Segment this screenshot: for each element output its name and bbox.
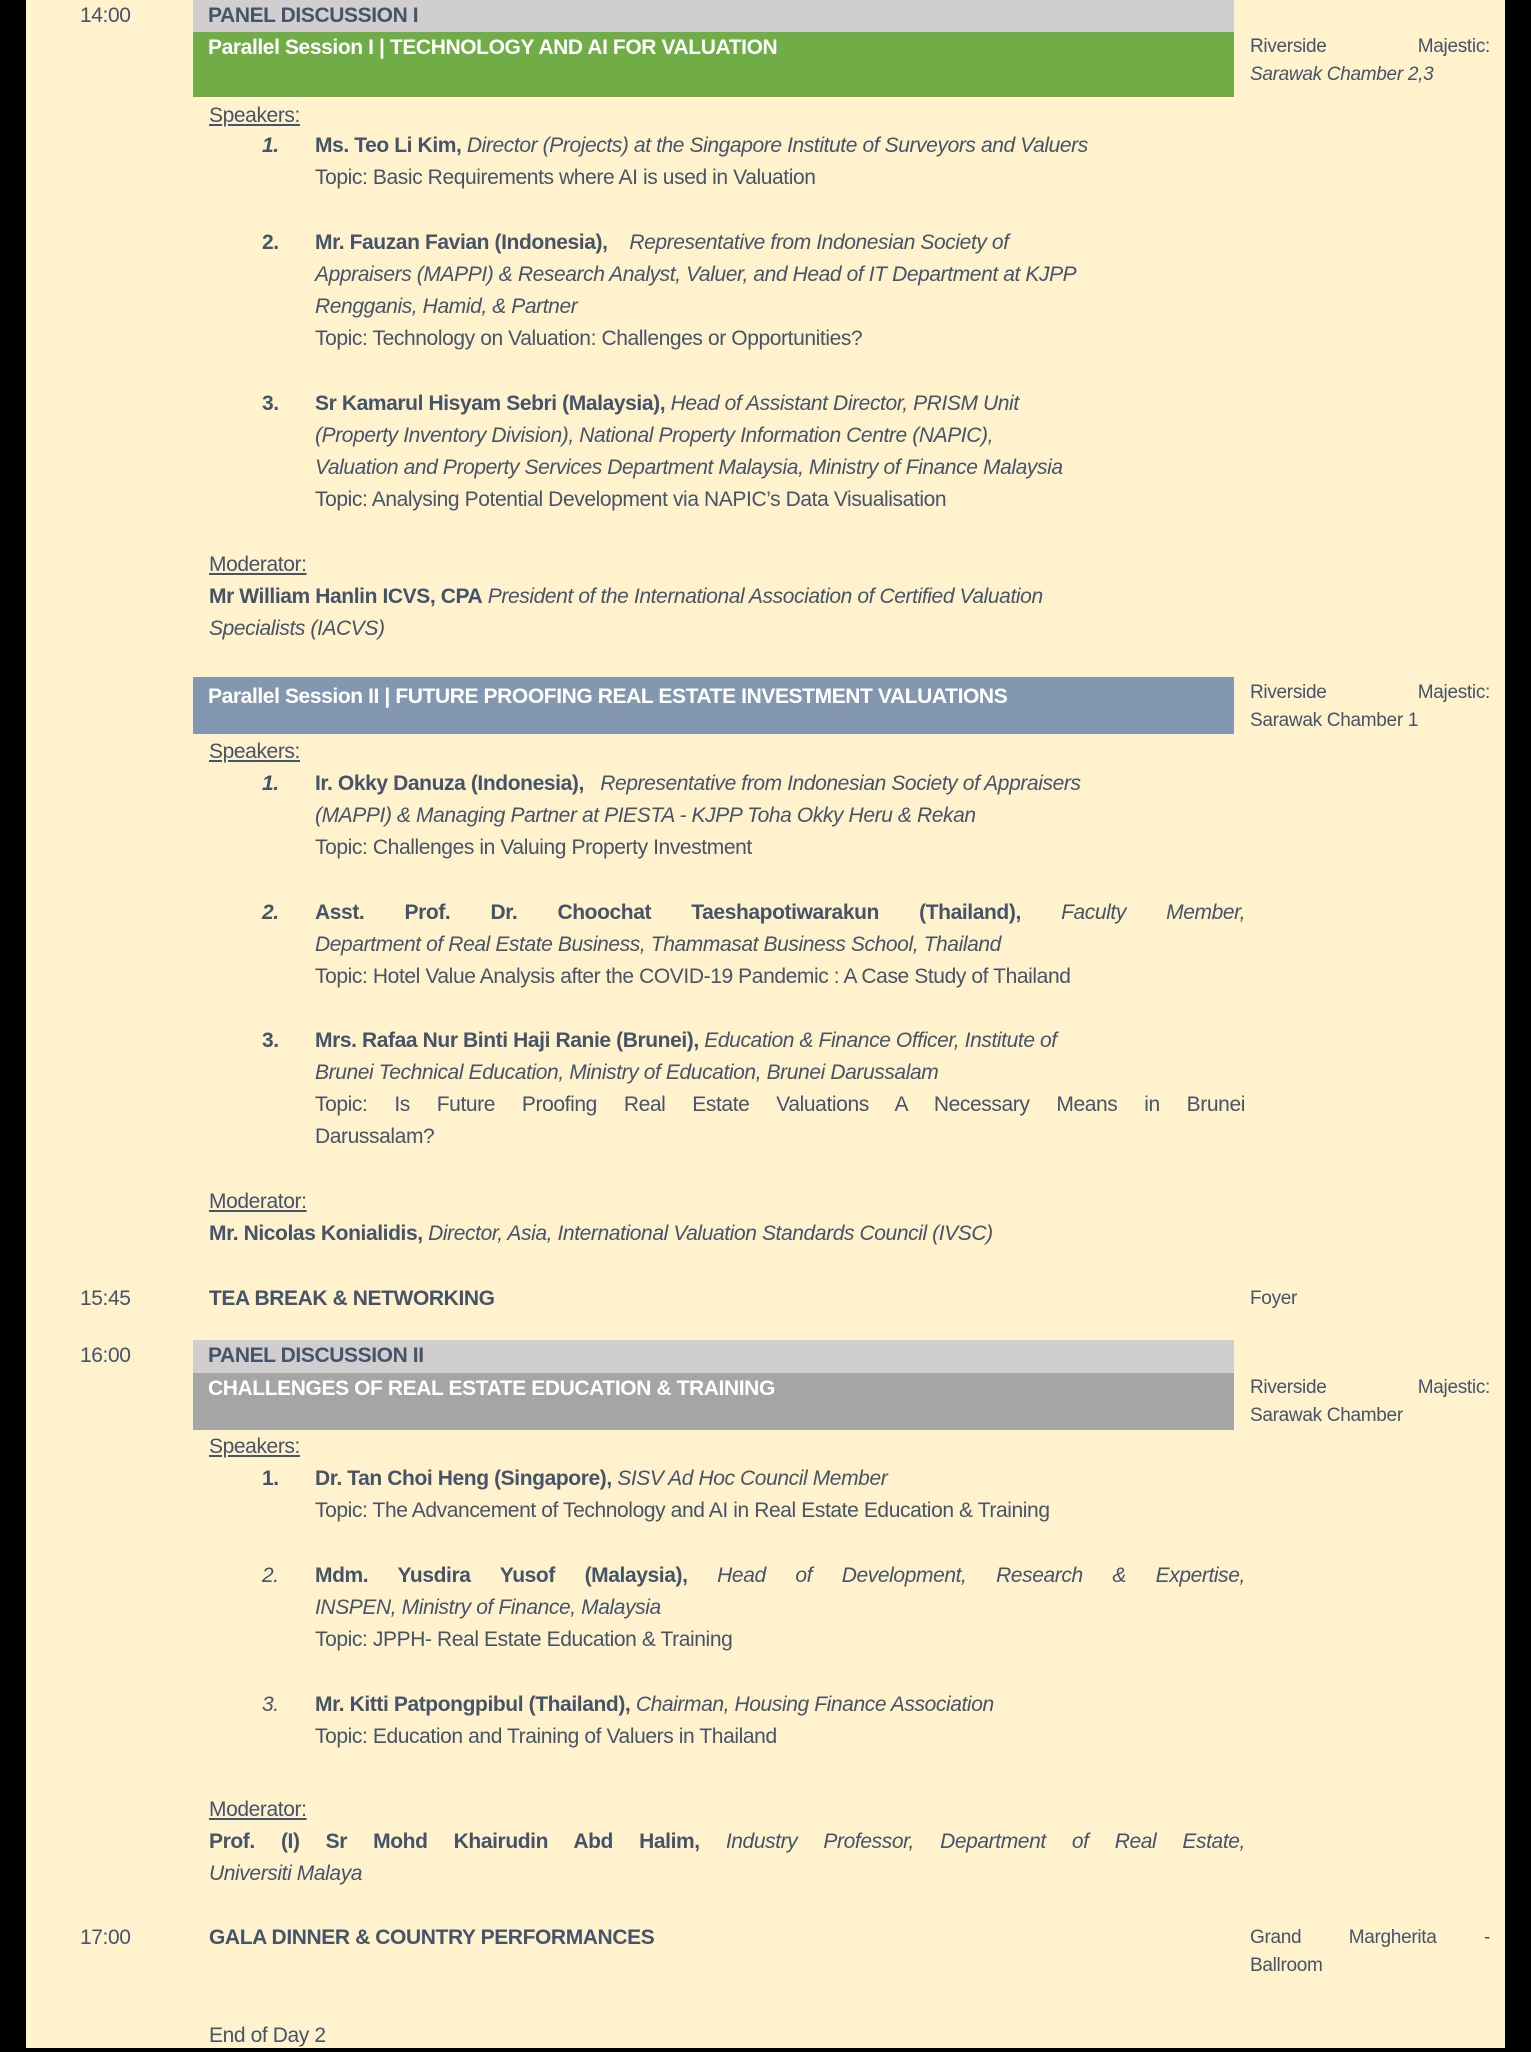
session-1-header: Parallel Session I | TECHNOLOGY AND AI FOR VALUATION xyxy=(208,36,778,59)
moderator-name: Mr. Nicolas Konialidis, xyxy=(209,1222,423,1245)
moderator-role: Specialists (IACVS) xyxy=(209,617,385,640)
gala-location xyxy=(1250,1924,1490,1980)
speaker-role: Chairman, Housing Finance Association xyxy=(635,1693,994,1716)
speaker-name: Mrs. Rafaa Nur Binti Haji Ranie (Brunei), xyxy=(315,1029,699,1052)
speaker-number: 3. xyxy=(262,1693,279,1716)
speaker-role: Department of Real Estate Business, Thammasat Business School, Thailand xyxy=(315,933,1001,956)
location-venue: Riverside xyxy=(1250,682,1327,703)
speaker-topic: Topic: Challenges in Valuing Property Investment xyxy=(315,836,752,859)
panel-2-header: CHALLENGES OF REAL ESTATE EDUCATION & TRAINING xyxy=(208,1377,775,1400)
location-hall: Majestic: xyxy=(1417,36,1490,57)
speakers-label: Speakers: xyxy=(209,740,300,763)
location-room: Ballroom xyxy=(1250,1955,1323,1976)
speaker-role: Valuation and Property Services Department Malaysia, Ministry of Finance Malaysia xyxy=(315,456,1063,479)
moderator-entry xyxy=(209,1218,1245,1250)
speaker-name: Ms. Teo Li Kim, xyxy=(315,134,462,157)
speaker-number: 1. xyxy=(262,1467,279,1490)
speaker-name: Mdm. Yusdira Yusof (Malaysia), xyxy=(315,1564,688,1587)
speaker-entry xyxy=(315,227,1245,355)
tea-break-title: TEA BREAK & NETWORKING xyxy=(209,1287,495,1310)
speaker-role: Head of Assistant Director, PRISM Unit xyxy=(670,392,1019,415)
speaker-name: Sr Kamarul Hisyam Sebri (Malaysia), xyxy=(315,392,666,415)
speaker-role: (MAPPI) & Managing Partner at PIESTA - KJPP Toha Okky Heru & Rekan xyxy=(315,804,976,827)
moderator-entry xyxy=(209,1826,1245,1890)
speaker-topic: Topic: JPPH- Real Estate Education & Training xyxy=(315,1628,733,1651)
speaker-role: INSPEN, Ministry of Finance, Malaysia xyxy=(315,1596,661,1619)
speaker-topic: Topic: Basic Requirements where AI is used in Valuation xyxy=(315,166,816,189)
speaker-role: Rengganis, Hamid, & Partner xyxy=(315,295,578,318)
speaker-topic: Topic: Technology on Valuation: Challenges or Opportunities? xyxy=(315,327,863,350)
session-2-location xyxy=(1250,679,1490,735)
moderator-role: President of the International Association of Certified Valuation xyxy=(487,585,1043,608)
speaker-topic: Darussalam? xyxy=(315,1125,435,1148)
location-venue: Grand xyxy=(1250,1927,1302,1948)
speaker-topic: Topic: The Advancement of Technology and AI in Real Estate Education & Training xyxy=(315,1499,1050,1522)
moderator-name: Prof. (I) Sr Mohd Khairudin Abd Halim, xyxy=(209,1830,700,1853)
speaker-role: Faculty Member, xyxy=(1061,901,1246,924)
speaker-entry xyxy=(315,1689,1245,1753)
speaker-number: 3. xyxy=(262,392,279,415)
session-2-header: Parallel Session II | FUTURE PROOFING REAL ESTATE INVESTMENT VALUATIONS xyxy=(208,685,1008,708)
speakers-label: Speakers: xyxy=(209,104,300,127)
panel-2-title: PANEL DISCUSSION II xyxy=(208,1344,424,1367)
speaker-number: 2. xyxy=(262,901,279,924)
location-room: Sarawak Chamber 2,3 xyxy=(1250,64,1434,85)
location-hall: Majestic: xyxy=(1417,682,1490,703)
speaker-name: Ir. Okky Danuza (Indonesia), xyxy=(315,772,584,795)
moderator-role: Director, Asia, International Valuation Standards Council (IVSC) xyxy=(428,1222,993,1245)
time-1600: 16:00 xyxy=(80,1344,131,1367)
session-1-location xyxy=(1250,33,1490,89)
speaker-role: Brunei Technical Education, Ministry of Education, Brunei Darussalam xyxy=(315,1061,939,1084)
moderator-label: Moderator: xyxy=(209,553,307,576)
speaker-role: Representative from Indonesian Society of Appraisers xyxy=(600,772,1081,795)
speaker-name: Asst. Prof. Dr. Choochat Taeshapotiwarakun (Thailand), xyxy=(315,901,1021,924)
panel-1-title: PANEL DISCUSSION I xyxy=(208,4,419,27)
speaker-entry xyxy=(315,1463,1245,1527)
moderator-label: Moderator: xyxy=(209,1798,307,1821)
speaker-topic: Topic: Analysing Potential Development via NAPIC’s Data Visualisation xyxy=(315,488,947,511)
panel-1-title-bar xyxy=(193,0,1234,32)
panel-2-location xyxy=(1250,1374,1490,1430)
location-dash: - xyxy=(1483,1927,1490,1948)
speaker-entry xyxy=(315,388,1245,516)
speaker-role: (Property Inventory Division), National Property Information Centre (NAPIC), xyxy=(315,424,994,447)
location-hall: Majestic: xyxy=(1417,1377,1490,1398)
speaker-number: 2. xyxy=(262,231,279,254)
panel-2-title-bar xyxy=(193,1340,1234,1373)
speaker-entry xyxy=(315,1025,1245,1153)
speaker-role: Appraisers (MAPPI) & Research Analyst, Valuer, and Head of IT Department at KJPP xyxy=(315,263,1077,286)
speaker-role: SISV Ad Hoc Council Member xyxy=(617,1467,888,1490)
speaker-name: Mr. Fauzan Favian (Indonesia), xyxy=(315,231,608,254)
tea-break-location: Foyer xyxy=(1250,1288,1298,1309)
session-2-header-bar xyxy=(193,677,1234,734)
speaker-number: 1. xyxy=(262,134,279,157)
time-1545: 15:45 xyxy=(80,1287,131,1310)
location-venue: Riverside xyxy=(1250,36,1327,57)
location-room: Sarawak Chamber 1 xyxy=(1250,710,1419,731)
speaker-number: 2. xyxy=(262,1564,279,1587)
speaker-name: Dr. Tan Choi Heng (Singapore), xyxy=(315,1467,612,1490)
moderator-entry xyxy=(209,581,1245,645)
moderator-label: Moderator: xyxy=(209,1190,307,1213)
moderator-name: Mr William Hanlin ICVS, CPA xyxy=(209,585,483,608)
speaker-entry xyxy=(315,130,1245,194)
speaker-entry xyxy=(315,1560,1245,1656)
speaker-entry xyxy=(315,897,1245,993)
speaker-role: Education & Finance Officer, Institute of xyxy=(704,1029,1057,1052)
speaker-number: 1. xyxy=(262,772,279,795)
speaker-topic: Topic: Education and Training of Valuers in Thailand xyxy=(315,1725,777,1748)
speaker-topic: Topic: Hotel Value Analysis after the COVID-19 Pandemic : A Case Study of Thailand xyxy=(315,965,1071,988)
speaker-role: Director (Projects) at the Singapore Institute of Surveyors and Valuers xyxy=(466,134,1088,157)
speaker-topic: Topic: Is Future Proofing Real Estate Valuations A Necessary Means in Brunei xyxy=(315,1093,1245,1116)
time-1400: 14:00 xyxy=(80,4,131,27)
speaker-number: 3. xyxy=(262,1029,279,1052)
location-hall: Margherita xyxy=(1348,1927,1437,1948)
speaker-name: Mr. Kitti Patpongpibul (Thailand), xyxy=(315,1693,631,1716)
panel-2-header-bar xyxy=(193,1373,1234,1430)
speaker-role: Head of Development, Research & Expertise, xyxy=(717,1564,1245,1587)
session-1-header-bar xyxy=(193,32,1234,97)
gala-title: GALA DINNER & COUNTRY PERFORMANCES xyxy=(209,1926,655,1949)
moderator-role: Industry Professor, Department of Real Estate, xyxy=(725,1830,1245,1853)
location-room: Sarawak Chamber xyxy=(1250,1405,1403,1426)
location-venue: Riverside xyxy=(1250,1377,1327,1398)
end-of-day: End of Day 2 xyxy=(209,2024,326,2047)
time-1700: 17:00 xyxy=(80,1926,131,1949)
speakers-label: Speakers: xyxy=(209,1435,300,1458)
agenda-page xyxy=(26,0,1505,2048)
moderator-role: Universiti Malaya xyxy=(209,1862,363,1885)
speaker-role: Representative from Indonesian Society of xyxy=(629,231,1009,254)
speaker-entry xyxy=(315,768,1245,864)
